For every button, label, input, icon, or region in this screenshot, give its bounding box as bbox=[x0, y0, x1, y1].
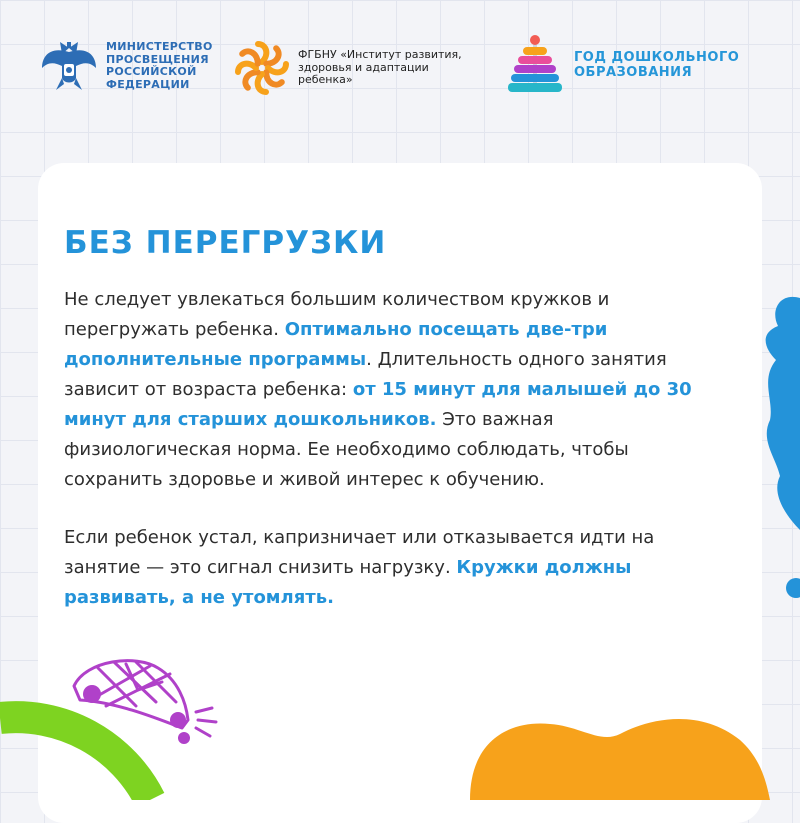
card-title: БЕЗ ПЕРЕГРУЗКИ bbox=[64, 225, 387, 261]
ministry-logo bbox=[40, 38, 213, 94]
paragraph-2 bbox=[64, 523, 704, 613]
year-title: ГОД ДОШКОЛЬНОГО ОБРАЗОВАНИЯ bbox=[574, 50, 740, 80]
text-segment: Не следует увлекаться большим количеством кружков и перегружать ребенка. bbox=[64, 289, 610, 340]
header bbox=[0, 34, 800, 104]
highlight-segment: от 15 минут для малышей до 30 минут для старших дошкольников. bbox=[64, 379, 692, 430]
text-segment: Это важная физиологическая норма. Ее необходимо соблюдать, чтобы сохранить здоровье и живой интерес к обучению. bbox=[64, 409, 629, 490]
text-segment: Если ребенок устал, капризничает или отказывается идти на занятие — это сигнал снизить нагрузку. bbox=[64, 527, 655, 578]
institute-name: ФГБНУ «Институт развития, здоровья и адаптации ребенка» bbox=[298, 48, 462, 87]
paragraph-1 bbox=[64, 285, 704, 495]
pyramid-toy-icon bbox=[506, 34, 564, 96]
text-segment: . Длительность одного занятия зависит от возраста ребенка: bbox=[64, 349, 667, 400]
flower-logo-icon bbox=[232, 38, 292, 98]
year-logo bbox=[506, 34, 739, 96]
ministry-name: МИНИСТЕРСТВО ПРОСВЕЩЕНИЯ РОССИЙСКОЙ ФЕДЕРАЦИИ bbox=[106, 40, 213, 91]
highlight-segment: Кружки должны развивать, а не утомлять. bbox=[64, 557, 632, 608]
car-doodle-icon bbox=[66, 650, 226, 760]
highlight-segment: Оптимально посещать две-три дополнительные программы bbox=[64, 319, 608, 370]
orange-blob-decoration bbox=[470, 700, 770, 800]
eagle-emblem-icon bbox=[40, 38, 98, 94]
institute-logo bbox=[232, 38, 498, 98]
